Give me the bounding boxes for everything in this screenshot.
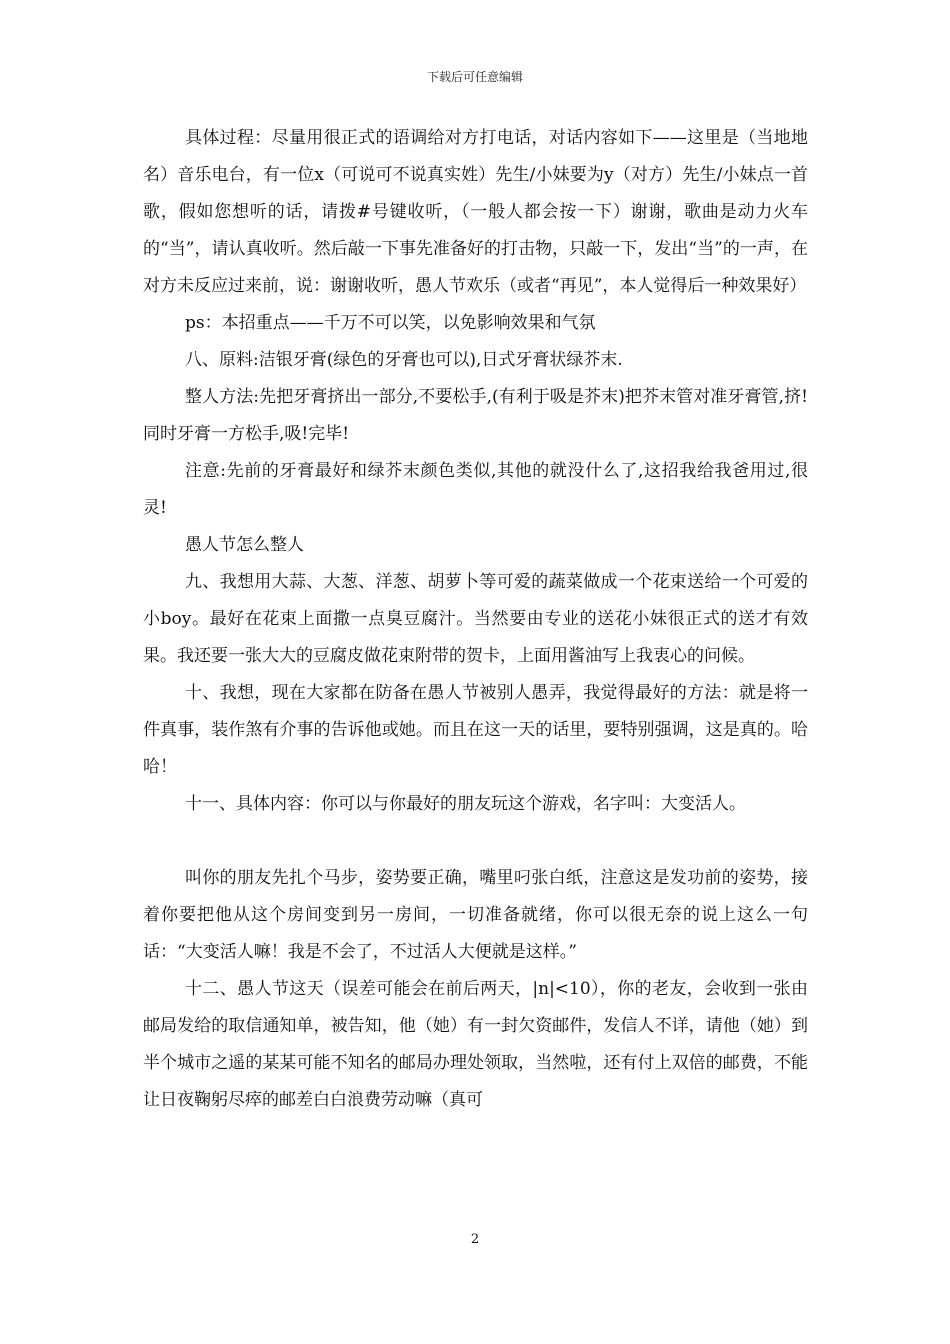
page-number: 2	[470, 1232, 480, 1247]
paragraph-item-12: 十二、愚人节这天（误差可能会在前后两天，|n|<10），你的老友，会收到一张由邮局发给的取信通知单，被告知，他（她）有一封欠资邮件，发信人不详，请他（她）到半个城市之遥的某某可能不知名的邮局办理处领取，当然啦，还有付上双倍的邮费，不能让日夜鞠躬尽瘁的邮差白白浪费劳动嘛（真可	[143, 979, 808, 1110]
paragraph-item-11: 十一、具体内容：你可以与你最好的朋友玩这个游戏，名字叫：大变活人。	[185, 794, 746, 814]
paragraph-ps-note: ps：本招重点——千万不可以笑，以免影响效果和气氛	[185, 313, 596, 333]
paragraph-item-8-note: 注意:先前的牙膏最好和绿芥末颜色类似,其他的就没什么了,这招我给我爸用过,很灵!	[143, 461, 808, 518]
document-body	[143, 120, 808, 1119]
paragraph-item-8-materials: 八、原料:洁银牙膏(绿色的牙膏也可以),日式牙膏状绿芥末.	[185, 350, 623, 370]
blank-line	[143, 823, 808, 860]
page-header: 下载后可任意编辑	[426, 70, 523, 84]
section-heading: 愚人节怎么整人	[185, 535, 304, 555]
paragraph-item-11-detail: 叫你的朋友先扎个马步，姿势要正确，嘴里叼张白纸，注意这是发功前的姿势，接着你要把他从这个房间变到另一房间，一切准备就绪，你可以很无奈的说上这么一句话：“大变活人嘛！我是不会了，不过活人大便就是这样。”	[143, 868, 808, 962]
paragraph-item-10: 十、我想，现在大家都在防备在愚人节被别人愚弄，我觉得最好的方法：就是将一件真事，装作煞有介事的告诉他或她。而且在这一天的话里，要特别强调，这是真的。哈哈！	[143, 683, 808, 777]
paragraph-item-9: 九、我想用大蒜、大葱、洋葱、胡萝卜等可爱的蔬菜做成一个花束送给一个可爱的小boy。最好在花束上面撒一点臭豆腐汁。当然要由专业的送花小妹很正式的送才有效果。我还要一张大大的豆腐皮做花束附带的贺卡，上面用酱油写上我衷心的问候。	[143, 572, 808, 666]
paragraph-item-8-method: 整人方法:先把牙膏挤出一部分,不要松手,(有利于吸是芥末)把芥末管对准牙膏管,挤!同时牙膏一方松手,吸!完毕!	[143, 387, 808, 444]
paragraph-process: 具体过程：尽量用很正式的语调给对方打电话，对话内容如下——这里是（当地地名）音乐电台，有一位x（可说可不说真实姓）先生/小妹要为y（对方）先生/小妹点一首歌，假如您想听的话，请拨#号键收听，（一般人都会按一下）谢谢，歌曲是动力火车的“当”，请认真收听。然后敲一下事先准备好的打击物，只敲一下，发出“当”的一声，在对方未反应过来前，说：谢谢收听，愚人节欢乐（或者“再见”，本人觉得后一种效果好）	[143, 128, 808, 296]
